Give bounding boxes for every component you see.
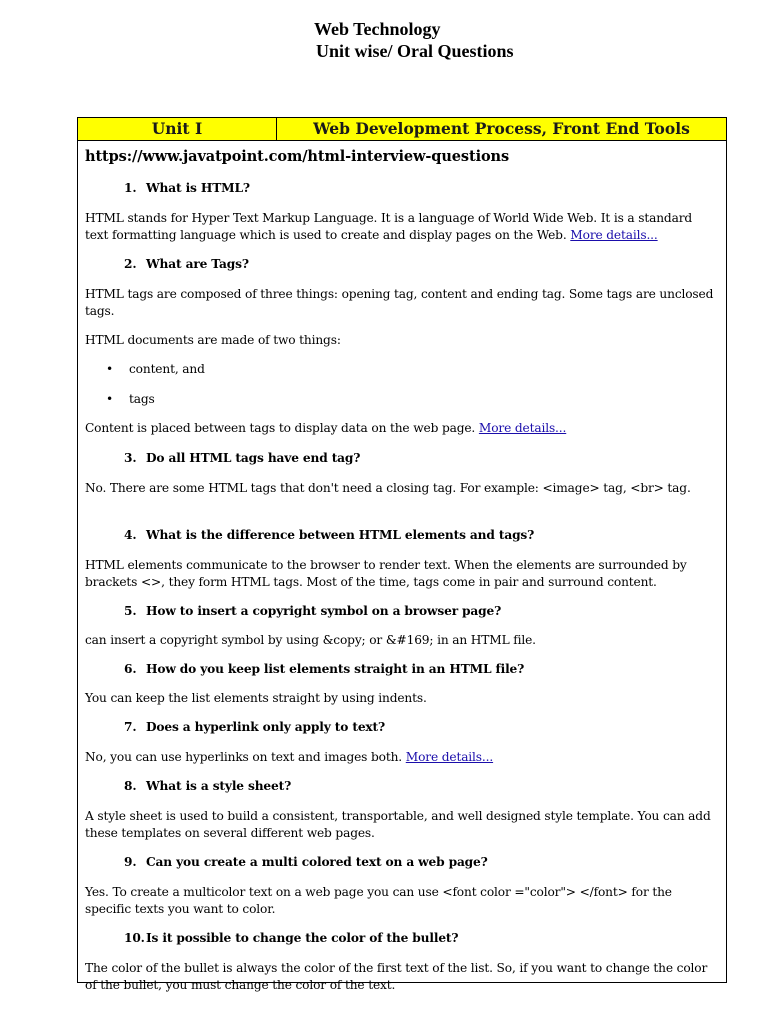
table-header-row bbox=[78, 118, 726, 141]
question-text: Do all HTML tags have end tag? bbox=[146, 451, 361, 465]
bullet-item bbox=[85, 361, 719, 378]
bullet-item bbox=[85, 391, 719, 408]
bullet-dot: • bbox=[106, 392, 114, 406]
question-text: What is a style sheet? bbox=[146, 779, 292, 793]
question-5 bbox=[85, 603, 719, 620]
answer-4: HTML elements communicate to the browser to render text. When the elements are surrounded by brackets <>, they form HTML tags. Most of the time, tags come in pair and surround content. bbox=[85, 558, 687, 589]
question-text: How to insert a copyright symbol on a browser page? bbox=[146, 604, 502, 618]
question-text: Does a hyperlink only apply to text? bbox=[146, 720, 386, 734]
answer-10: The color of the bullet is always the color of the first text of the list. So, if you want to change the color of the bullet, you must change the color of the text. bbox=[85, 961, 708, 992]
question-number: 1. bbox=[124, 181, 137, 195]
question-text: Is it possible to change the color of the bullet? bbox=[146, 931, 459, 945]
answer-6: You can keep the list elements straight by using indents. bbox=[85, 691, 427, 705]
question-number: 9. bbox=[124, 855, 137, 869]
question-number: 5. bbox=[124, 604, 137, 618]
question-number: 6. bbox=[124, 662, 137, 676]
answer-2-detail: HTML documents are made of two things: bbox=[85, 333, 341, 347]
title-line-2: Unit wise/ Oral Questions bbox=[316, 41, 514, 61]
question-text: What is HTML? bbox=[146, 181, 250, 195]
answer-1 bbox=[85, 210, 719, 244]
question-9 bbox=[85, 854, 719, 871]
question-number: 2. bbox=[124, 257, 137, 271]
question-number: 4. bbox=[124, 528, 137, 542]
question-text: What are Tags? bbox=[146, 257, 249, 271]
question-10 bbox=[85, 930, 719, 947]
more-details-link[interactable]: More details... bbox=[405, 750, 494, 764]
question-number: 3. bbox=[124, 451, 137, 465]
question-2 bbox=[85, 256, 719, 273]
document-title bbox=[314, 18, 514, 62]
question-text: How do you keep list elements straight in an HTML file? bbox=[146, 662, 525, 676]
more-details-link[interactable]: More details... bbox=[570, 228, 658, 242]
qa-table bbox=[77, 117, 727, 992]
answer-7 bbox=[85, 749, 719, 766]
answer-2: HTML tags are composed of three things: opening tag, content and ending tag. Some tags are unclosed tags. bbox=[85, 287, 714, 318]
bullet-dot: • bbox=[106, 362, 114, 376]
question-6 bbox=[85, 661, 719, 678]
answer-2-content bbox=[85, 420, 719, 437]
question-number: 10. bbox=[124, 931, 145, 945]
bullet-text: tags bbox=[129, 392, 155, 406]
unit-label-cell: Unit I bbox=[78, 118, 277, 140]
answer-text: No, you can use hyperlinks on text and images both. bbox=[85, 750, 403, 764]
question-1 bbox=[85, 180, 719, 197]
unit-topic-cell: Web Development Process, Front End Tools bbox=[313, 119, 690, 138]
question-number: 7. bbox=[124, 720, 137, 734]
question-7 bbox=[85, 719, 719, 736]
question-text: Can you create a multi colored text on a web page? bbox=[146, 855, 488, 869]
title-line-1: Web Technology bbox=[314, 19, 441, 39]
question-text: What is the difference between HTML elements and tags? bbox=[146, 528, 535, 542]
question-8 bbox=[85, 778, 719, 795]
more-details-link[interactable]: More details... bbox=[478, 421, 567, 435]
answer-text: HTML stands for Hyper Text Markup Language. It is a language of World Wide Web. It is a standard text formatting language which is used to create and display pages on the Web. bbox=[85, 211, 693, 242]
answer-text: Content is placed between tags to display data on the web page. bbox=[85, 421, 476, 435]
table-body bbox=[78, 148, 726, 994]
answer-9: Yes. To create a multicolor text on a web page you can use <font color ="color"> </font> for the specific texts you want to color. bbox=[85, 885, 672, 916]
question-number: 8. bbox=[124, 779, 137, 793]
question-4 bbox=[85, 527, 719, 544]
bullet-text: content, and bbox=[129, 362, 205, 376]
answer-5: can insert a copyright symbol by using &copy; or &#169; in an HTML file. bbox=[85, 633, 536, 647]
answer-3: No. There are some HTML tags that don't need a closing tag. For example: <image> tag, <br> tag. bbox=[85, 481, 691, 495]
source-url: https://www.javatpoint.com/html-interview-questions bbox=[85, 148, 510, 165]
answer-8: A style sheet is used to build a consistent, transportable, and well designed style template. You can add these templates on several different web pages. bbox=[85, 809, 711, 840]
question-3 bbox=[85, 450, 719, 467]
